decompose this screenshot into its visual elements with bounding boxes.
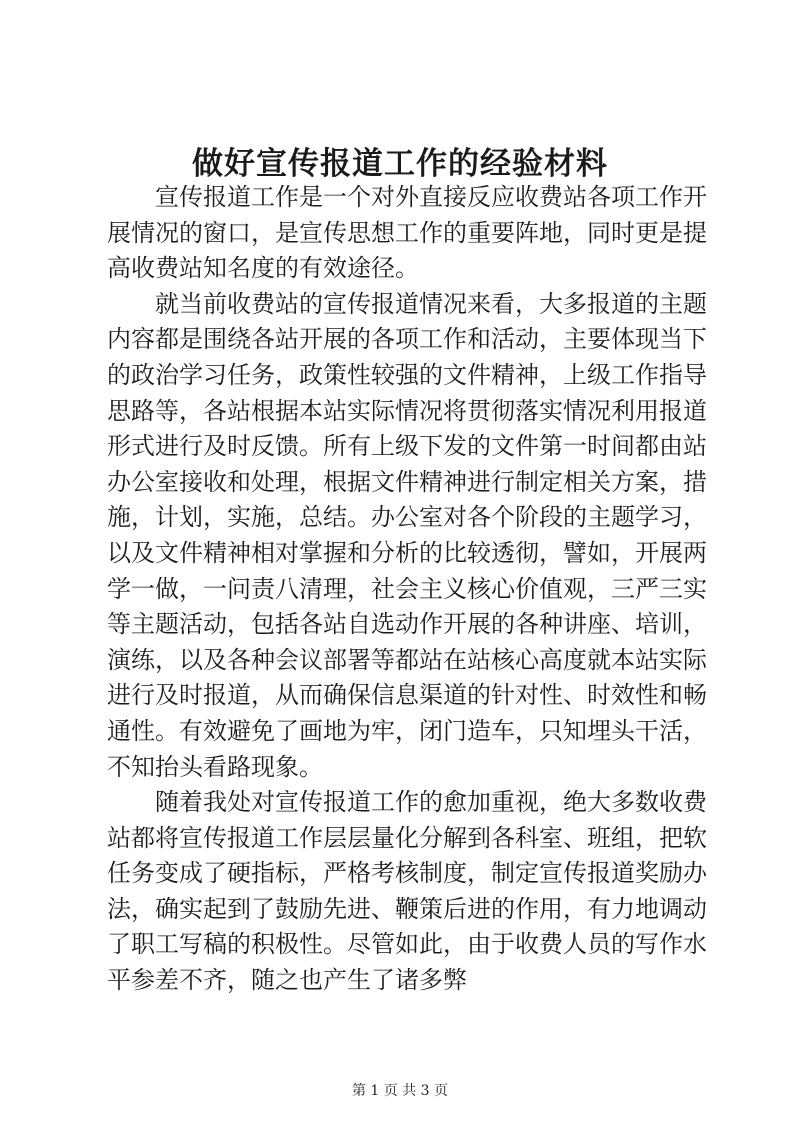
paragraph-1: 宣传报道工作是一个对外直接反应收费站各项工作开展情况的窗口，是宣传思想工作的重要阵地，同时更是提高收费站知名度的有效途径。 [107,183,707,283]
page-number-footer: 第 1 页 共 3 页 [351,1083,449,1099]
document-body [107,180,707,999]
paragraph-3: 随着我处对宣传报道工作的愈加重视，绝大多数收费站都将宣传报道工作层层量化分解到各科室、班组，把软任务变成了硬指标，严格考核制度，制定宣传报道奖励办法，确实起到了鼓励先进、鞭策后进的作用，有力地调动了职工写稿的积极性。尽管如此，由于收费人员的写作水平参差不齐，随之也产生了诸多弊 [107,788,707,995]
document-title: 做好宣传报道工作的经验材料 [192,146,608,182]
paragraph-2: 就当前收费站的宣传报道情况来看，大多报道的主题内容都是围绕各站开展的各项工作和活动，主要体现当下的政治学习任务，政策性较强的文件精神，上级工作指导思路等，各站根据本站实际情况将贯彻落实情况利用报道形式进行及时反馈。所有上级下发的文件第一时间都由站办公室接收和处理，根据文件精神进行制定相关方案，措施，计划，实施，总结。办公室对各个阶段的主题学习，以及文件精神相对掌握和分析的比较透彻，譬如，开展两学一做，一问责八清理，社会主义核心价值观，三严三实等主题活动，包括各站自选动作开展的各种讲座、培训，演练，以及各种会议部署等都站在站核心高度就本站实际进行及时报道，从而确保信息渠道的针对性、时效性和畅通性。有效避免了画地为牢，闭门造车，只知埋头干活，不知抬头看路现象。 [107,289,707,781]
